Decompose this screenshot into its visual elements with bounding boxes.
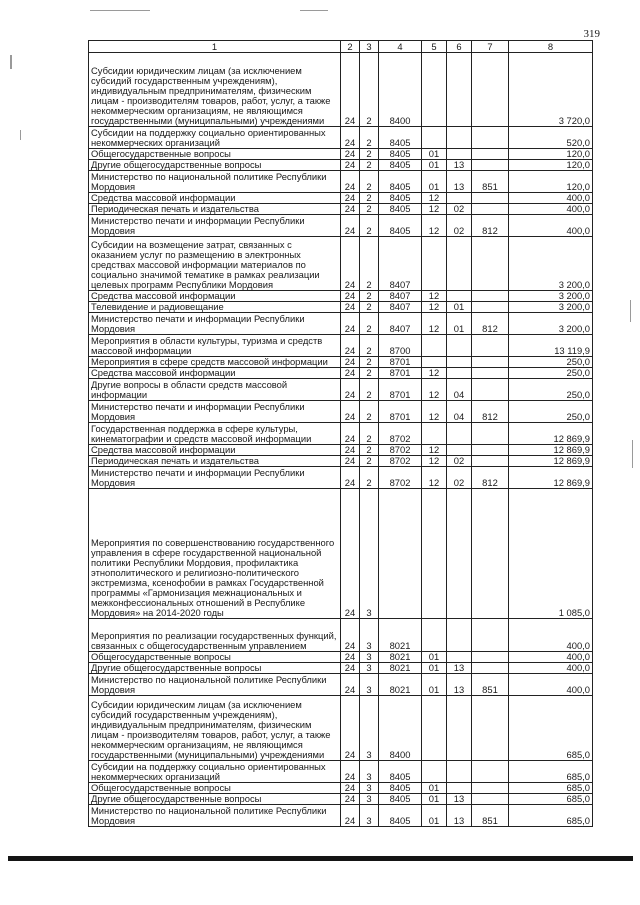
row-code-4-cell: 8701 xyxy=(379,357,422,368)
row-code-5-cell: 12 xyxy=(422,215,447,237)
row-code-3-cell: 3 xyxy=(360,761,379,783)
row-name-cell: Субсидии на возмещение затрат, связанных с оказанием услуг по размещению в электронных средствах массовой информации материалов по социально значимой тематике в рамках реализации целевых программ Республики Мордовия xyxy=(89,237,341,291)
row-amount-cell: 12 869,9 xyxy=(509,445,593,456)
row-amount-cell: 12 869,9 xyxy=(509,456,593,467)
row-code-2-cell: 24 xyxy=(341,357,360,368)
table-row xyxy=(89,215,593,237)
row-code-2-cell: 24 xyxy=(341,663,360,674)
row-code-2-cell: 24 xyxy=(341,423,360,445)
row-code-2-cell: 24 xyxy=(341,368,360,379)
row-code-5-cell xyxy=(422,696,447,761)
row-code-3-cell: 3 xyxy=(360,783,379,794)
row-code-2-cell: 24 xyxy=(341,761,360,783)
row-amount-cell: 250,0 xyxy=(509,379,593,401)
col-header-6: 6 xyxy=(447,41,472,53)
row-code-3-cell: 3 xyxy=(360,489,379,619)
scan-mark-right xyxy=(630,300,631,322)
table-row xyxy=(89,401,593,423)
row-code-6-cell: 13 xyxy=(447,171,472,193)
row-code-7-cell xyxy=(472,783,509,794)
row-amount-cell: 3 720,0 xyxy=(509,53,593,127)
row-code-3-cell: 2 xyxy=(360,313,379,335)
row-name-cell: Телевидение и радиовещание xyxy=(89,302,341,313)
row-code-2-cell: 24 xyxy=(341,445,360,456)
row-code-5-cell: 01 xyxy=(422,674,447,696)
row-code-4-cell: 8405 xyxy=(379,193,422,204)
row-code-6-cell: 13 xyxy=(447,794,472,805)
row-name-cell: Субсидии на поддержку социально ориентированных некоммерческих организаций xyxy=(89,761,341,783)
row-code-3-cell: 2 xyxy=(360,401,379,423)
row-code-7-cell xyxy=(472,53,509,127)
row-code-3-cell: 2 xyxy=(360,357,379,368)
row-code-7-cell xyxy=(472,368,509,379)
row-code-7-cell xyxy=(472,302,509,313)
row-code-7-cell: 851 xyxy=(472,805,509,827)
row-code-7-cell xyxy=(472,761,509,783)
row-code-3-cell: 2 xyxy=(360,127,379,149)
row-code-5-cell: 01 xyxy=(422,805,447,827)
row-code-7-cell xyxy=(472,149,509,160)
row-code-4-cell: 8701 xyxy=(379,368,422,379)
row-code-4-cell: 8405 xyxy=(379,783,422,794)
row-code-5-cell xyxy=(422,761,447,783)
table-row xyxy=(89,794,593,805)
row-code-7-cell xyxy=(472,445,509,456)
row-name-cell: Субсидии на поддержку социально ориентированных некоммерческих организаций xyxy=(89,127,341,149)
row-code-7-cell xyxy=(472,193,509,204)
row-code-7-cell xyxy=(472,456,509,467)
row-code-4-cell: 8405 xyxy=(379,794,422,805)
page-number: 319 xyxy=(583,28,600,40)
row-code-6-cell: 01 xyxy=(447,313,472,335)
table-header-row xyxy=(89,41,593,53)
row-code-6-cell xyxy=(447,335,472,357)
row-code-3-cell: 2 xyxy=(360,237,379,291)
row-code-6-cell xyxy=(447,489,472,619)
row-code-5-cell: 12 xyxy=(422,313,447,335)
row-code-3-cell: 2 xyxy=(360,445,379,456)
row-code-7-cell xyxy=(472,160,509,171)
row-code-3-cell: 2 xyxy=(360,53,379,127)
row-code-4-cell xyxy=(379,489,422,619)
row-amount-cell: 520,0 xyxy=(509,127,593,149)
table-row xyxy=(89,652,593,663)
row-code-3-cell: 2 xyxy=(360,423,379,445)
row-code-3-cell: 2 xyxy=(360,467,379,489)
table-row xyxy=(89,456,593,467)
row-code-7-cell xyxy=(472,619,509,652)
row-name-cell: Средства массовой информации xyxy=(89,193,341,204)
table-row xyxy=(89,204,593,215)
row-amount-cell: 3 200,0 xyxy=(509,291,593,302)
row-name-cell: Мероприятия по совершенствованию государственного управления в сфере государственной национальной политики Республики Мордовия, профилактика этнополитического и религиозно-политического экстремизма, ксенофобии в рамках Государственной программы «Гармонизация межнациональных и межконфессиональных отношений в Республике Мордовия» на 2014-2020 годы xyxy=(89,489,341,619)
table-row xyxy=(89,619,593,652)
row-code-6-cell: 02 xyxy=(447,467,472,489)
row-code-3-cell: 3 xyxy=(360,794,379,805)
row-code-6-cell: 13 xyxy=(447,160,472,171)
row-code-2-cell: 24 xyxy=(341,149,360,160)
row-code-3-cell: 3 xyxy=(360,663,379,674)
row-code-2-cell: 24 xyxy=(341,215,360,237)
row-code-7-cell xyxy=(472,357,509,368)
row-amount-cell: 400,0 xyxy=(509,193,593,204)
row-code-3-cell: 2 xyxy=(360,160,379,171)
scan-mark-top xyxy=(90,10,150,11)
row-code-2-cell: 24 xyxy=(341,805,360,827)
row-amount-cell: 250,0 xyxy=(509,357,593,368)
row-code-4-cell: 8405 xyxy=(379,204,422,215)
row-code-7-cell xyxy=(472,489,509,619)
row-amount-cell: 3 200,0 xyxy=(509,313,593,335)
row-code-4-cell: 8400 xyxy=(379,53,422,127)
row-code-2-cell: 24 xyxy=(341,171,360,193)
table-row xyxy=(89,357,593,368)
row-code-5-cell xyxy=(422,53,447,127)
row-name-cell: Министерство по национальной политике Республики Мордовия xyxy=(89,674,341,696)
row-code-6-cell xyxy=(447,127,472,149)
row-code-4-cell: 8405 xyxy=(379,149,422,160)
row-name-cell: Государственная поддержка в сфере культуры, кинематографии и средств массовой информации xyxy=(89,423,341,445)
row-code-2-cell: 24 xyxy=(341,160,360,171)
col-header-2: 2 xyxy=(341,41,360,53)
row-name-cell: Другие общегосударственные вопросы xyxy=(89,663,341,674)
row-name-cell: Министерство по национальной политике Республики Мордовия xyxy=(89,171,341,193)
row-name-cell: Министерство печати и информации Республики Мордовия xyxy=(89,401,341,423)
row-code-2-cell: 24 xyxy=(341,335,360,357)
row-name-cell: Мероприятия по реализации государственных функций, связанных с общегосударственным управлением xyxy=(89,619,341,652)
row-code-5-cell xyxy=(422,423,447,445)
row-code-2-cell: 24 xyxy=(341,302,360,313)
col-header-1: 1 xyxy=(89,41,341,53)
col-header-7: 7 xyxy=(472,41,509,53)
row-code-7-cell xyxy=(472,335,509,357)
scan-mark-left xyxy=(20,130,21,140)
row-amount-cell: 400,0 xyxy=(509,204,593,215)
row-amount-cell: 685,0 xyxy=(509,761,593,783)
row-amount-cell: 3 200,0 xyxy=(509,237,593,291)
row-code-7-cell: 851 xyxy=(472,674,509,696)
row-amount-cell: 685,0 xyxy=(509,794,593,805)
row-amount-cell: 250,0 xyxy=(509,368,593,379)
table-row xyxy=(89,379,593,401)
row-amount-cell: 12 869,9 xyxy=(509,467,593,489)
row-code-5-cell: 01 xyxy=(422,783,447,794)
row-code-2-cell: 24 xyxy=(341,696,360,761)
row-name-cell: Другие общегосударственные вопросы xyxy=(89,794,341,805)
row-name-cell: Общегосударственные вопросы xyxy=(89,783,341,794)
table-row xyxy=(89,663,593,674)
row-code-2-cell: 24 xyxy=(341,53,360,127)
row-code-3-cell: 3 xyxy=(360,652,379,663)
row-code-7-cell: 812 xyxy=(472,313,509,335)
row-name-cell: Министерство печати и информации Республики Мордовия xyxy=(89,467,341,489)
row-amount-cell: 400,0 xyxy=(509,215,593,237)
row-code-2-cell: 24 xyxy=(341,489,360,619)
row-code-3-cell: 3 xyxy=(360,805,379,827)
row-code-2-cell: 24 xyxy=(341,379,360,401)
row-code-3-cell: 2 xyxy=(360,379,379,401)
row-code-4-cell: 8407 xyxy=(379,291,422,302)
row-name-cell: Общегосударственные вопросы xyxy=(89,652,341,663)
row-code-2-cell: 24 xyxy=(341,401,360,423)
row-amount-cell: 120,0 xyxy=(509,171,593,193)
row-code-6-cell xyxy=(447,696,472,761)
row-name-cell: Субсидии юридическим лицам (за исключением субсидий государственным учреждениям), индивидуальным предпринимателям, физическим лицам - производителям товаров, работ, услуг, а также некоммерческим организациям, не являющимся государственными (муниципальными) учреждениями xyxy=(89,53,341,127)
row-code-7-cell xyxy=(472,204,509,215)
row-code-2-cell: 24 xyxy=(341,619,360,652)
row-name-cell: Субсидии юридическим лицам (за исключением субсидий государственным учреждениям), индивидуальным предпринимателям, физическим лицам - производителям товаров, работ, услуг, а также некоммерческим организациям, не являющимся государственными (муниципальными) учреждениями xyxy=(89,696,341,761)
row-code-3-cell: 2 xyxy=(360,215,379,237)
row-code-6-cell: 04 xyxy=(447,401,472,423)
row-code-3-cell: 2 xyxy=(360,149,379,160)
row-amount-cell: 1 085,0 xyxy=(509,489,593,619)
scan-bottom-border xyxy=(8,856,633,861)
row-code-3-cell: 3 xyxy=(360,696,379,761)
row-code-7-cell xyxy=(472,696,509,761)
row-code-7-cell: 812 xyxy=(472,401,509,423)
col-header-5: 5 xyxy=(422,41,447,53)
row-code-7-cell xyxy=(472,663,509,674)
table-row xyxy=(89,127,593,149)
row-code-6-cell: 02 xyxy=(447,215,472,237)
row-code-4-cell: 8400 xyxy=(379,696,422,761)
row-amount-cell: 400,0 xyxy=(509,652,593,663)
row-name-cell: Мероприятия в области культуры, туризма и средств массовой информации xyxy=(89,335,341,357)
row-code-6-cell xyxy=(447,761,472,783)
row-code-6-cell xyxy=(447,291,472,302)
row-amount-cell: 120,0 xyxy=(509,149,593,160)
row-name-cell: Министерство по национальной политике Республики Мордовия xyxy=(89,805,341,827)
row-code-3-cell: 2 xyxy=(360,204,379,215)
table-row xyxy=(89,368,593,379)
row-code-3-cell: 2 xyxy=(360,193,379,204)
row-code-6-cell xyxy=(447,619,472,652)
table-row xyxy=(89,696,593,761)
table-row xyxy=(89,783,593,794)
row-code-5-cell xyxy=(422,489,447,619)
row-code-4-cell: 8407 xyxy=(379,302,422,313)
row-code-6-cell: 02 xyxy=(447,456,472,467)
row-amount-cell: 685,0 xyxy=(509,696,593,761)
row-code-5-cell: 12 xyxy=(422,456,447,467)
row-code-4-cell: 8405 xyxy=(379,160,422,171)
row-name-cell: Другие вопросы в области средств массовой информации xyxy=(89,379,341,401)
row-code-3-cell: 3 xyxy=(360,674,379,696)
row-code-4-cell: 8021 xyxy=(379,674,422,696)
row-code-3-cell: 2 xyxy=(360,171,379,193)
row-code-2-cell: 24 xyxy=(341,467,360,489)
row-code-2-cell: 24 xyxy=(341,291,360,302)
row-amount-cell: 400,0 xyxy=(509,674,593,696)
row-amount-cell: 400,0 xyxy=(509,619,593,652)
row-code-4-cell: 8407 xyxy=(379,237,422,291)
row-code-6-cell xyxy=(447,783,472,794)
col-header-8: 8 xyxy=(509,41,593,53)
row-code-5-cell xyxy=(422,127,447,149)
row-name-cell: Мероприятия в сфере средств массовой информации xyxy=(89,357,341,368)
row-code-3-cell: 3 xyxy=(360,619,379,652)
row-code-2-cell: 24 xyxy=(341,794,360,805)
row-code-4-cell: 8405 xyxy=(379,127,422,149)
col-header-4: 4 xyxy=(379,41,422,53)
row-code-4-cell: 8407 xyxy=(379,313,422,335)
row-code-4-cell: 8405 xyxy=(379,761,422,783)
row-code-5-cell: 01 xyxy=(422,652,447,663)
row-code-4-cell: 8702 xyxy=(379,423,422,445)
row-code-5-cell: 12 xyxy=(422,302,447,313)
row-code-4-cell: 8405 xyxy=(379,215,422,237)
row-code-4-cell: 8021 xyxy=(379,619,422,652)
row-amount-cell: 400,0 xyxy=(509,663,593,674)
row-name-cell: Средства массовой информации xyxy=(89,445,341,456)
row-code-5-cell xyxy=(422,237,447,291)
row-code-2-cell: 24 xyxy=(341,313,360,335)
scan-mark-right xyxy=(632,440,633,468)
row-amount-cell: 13 119,9 xyxy=(509,335,593,357)
row-code-6-cell: 13 xyxy=(447,674,472,696)
row-code-5-cell: 12 xyxy=(422,379,447,401)
row-code-6-cell: 02 xyxy=(447,204,472,215)
scan-mark-left xyxy=(10,55,12,69)
row-code-7-cell: 812 xyxy=(472,215,509,237)
row-code-6-cell xyxy=(447,357,472,368)
table-row xyxy=(89,291,593,302)
row-code-4-cell: 8405 xyxy=(379,171,422,193)
row-name-cell: Другие общегосударственные вопросы xyxy=(89,160,341,171)
row-code-4-cell: 8021 xyxy=(379,663,422,674)
row-code-6-cell: 01 xyxy=(447,302,472,313)
row-name-cell: Общегосударственные вопросы xyxy=(89,149,341,160)
row-code-3-cell: 2 xyxy=(360,368,379,379)
row-code-6-cell xyxy=(447,652,472,663)
row-code-2-cell: 24 xyxy=(341,456,360,467)
row-name-cell: Министерство печати и информации Республики Мордовия xyxy=(89,215,341,237)
row-name-cell: Периодическая печать и издательства xyxy=(89,456,341,467)
row-code-7-cell: 851 xyxy=(472,171,509,193)
row-code-2-cell: 24 xyxy=(341,127,360,149)
table-row xyxy=(89,805,593,827)
row-code-2-cell: 24 xyxy=(341,652,360,663)
row-code-5-cell: 12 xyxy=(422,401,447,423)
col-header-3: 3 xyxy=(360,41,379,53)
row-code-5-cell: 12 xyxy=(422,467,447,489)
table-row xyxy=(89,237,593,291)
row-code-6-cell xyxy=(447,53,472,127)
row-code-6-cell xyxy=(447,149,472,160)
row-code-4-cell: 8701 xyxy=(379,401,422,423)
row-code-7-cell xyxy=(472,291,509,302)
table-row xyxy=(89,423,593,445)
table-row xyxy=(89,489,593,619)
row-code-5-cell: 12 xyxy=(422,445,447,456)
row-amount-cell: 685,0 xyxy=(509,783,593,794)
row-amount-cell: 250,0 xyxy=(509,401,593,423)
row-code-4-cell: 8701 xyxy=(379,379,422,401)
row-code-5-cell: 12 xyxy=(422,204,447,215)
table-row xyxy=(89,467,593,489)
row-code-2-cell: 24 xyxy=(341,204,360,215)
table-row xyxy=(89,53,593,127)
row-name-cell: Министерство печати и информации Республики Мордовия xyxy=(89,313,341,335)
row-code-7-cell xyxy=(472,379,509,401)
row-code-6-cell: 13 xyxy=(447,805,472,827)
row-amount-cell: 12 869,9 xyxy=(509,423,593,445)
row-amount-cell: 3 200,0 xyxy=(509,302,593,313)
row-code-5-cell: 01 xyxy=(422,160,447,171)
row-code-3-cell: 2 xyxy=(360,302,379,313)
table-row xyxy=(89,193,593,204)
row-code-3-cell: 2 xyxy=(360,456,379,467)
table-row xyxy=(89,335,593,357)
row-code-7-cell xyxy=(472,652,509,663)
row-code-2-cell: 24 xyxy=(341,237,360,291)
row-code-5-cell: 12 xyxy=(422,291,447,302)
row-code-6-cell xyxy=(447,237,472,291)
row-code-7-cell xyxy=(472,794,509,805)
row-code-3-cell: 2 xyxy=(360,335,379,357)
row-name-cell: Периодическая печать и издательства xyxy=(89,204,341,215)
row-code-4-cell: 8702 xyxy=(379,456,422,467)
row-name-cell: Средства массовой информации xyxy=(89,291,341,302)
row-code-5-cell: 01 xyxy=(422,794,447,805)
row-amount-cell: 120,0 xyxy=(509,160,593,171)
row-code-6-cell xyxy=(447,368,472,379)
row-code-4-cell: 8702 xyxy=(379,445,422,456)
table-row xyxy=(89,302,593,313)
row-code-5-cell: 01 xyxy=(422,171,447,193)
row-code-2-cell: 24 xyxy=(341,674,360,696)
row-code-6-cell xyxy=(447,193,472,204)
scan-mark-top xyxy=(300,10,328,11)
row-code-7-cell xyxy=(472,423,509,445)
table-row xyxy=(89,761,593,783)
row-code-5-cell xyxy=(422,357,447,368)
row-code-6-cell: 13 xyxy=(447,663,472,674)
budget-table xyxy=(88,40,593,827)
row-code-6-cell xyxy=(447,445,472,456)
table-row xyxy=(89,674,593,696)
table-row xyxy=(89,313,593,335)
table-row xyxy=(89,445,593,456)
row-amount-cell: 685,0 xyxy=(509,805,593,827)
row-code-5-cell xyxy=(422,619,447,652)
row-code-6-cell xyxy=(447,423,472,445)
row-code-4-cell: 8021 xyxy=(379,652,422,663)
row-code-4-cell: 8702 xyxy=(379,467,422,489)
row-code-5-cell: 01 xyxy=(422,663,447,674)
table-row xyxy=(89,149,593,160)
row-code-4-cell: 8700 xyxy=(379,335,422,357)
row-code-7-cell: 812 xyxy=(472,467,509,489)
row-code-5-cell xyxy=(422,335,447,357)
row-code-5-cell: 12 xyxy=(422,193,447,204)
table-row xyxy=(89,160,593,171)
table-row xyxy=(89,171,593,193)
row-code-7-cell xyxy=(472,127,509,149)
row-code-4-cell: 8405 xyxy=(379,805,422,827)
row-code-5-cell: 12 xyxy=(422,368,447,379)
row-code-6-cell: 04 xyxy=(447,379,472,401)
row-code-3-cell: 2 xyxy=(360,291,379,302)
row-code-7-cell xyxy=(472,237,509,291)
row-name-cell: Средства массовой информации xyxy=(89,368,341,379)
row-code-5-cell: 01 xyxy=(422,149,447,160)
row-code-2-cell: 24 xyxy=(341,783,360,794)
row-code-2-cell: 24 xyxy=(341,193,360,204)
